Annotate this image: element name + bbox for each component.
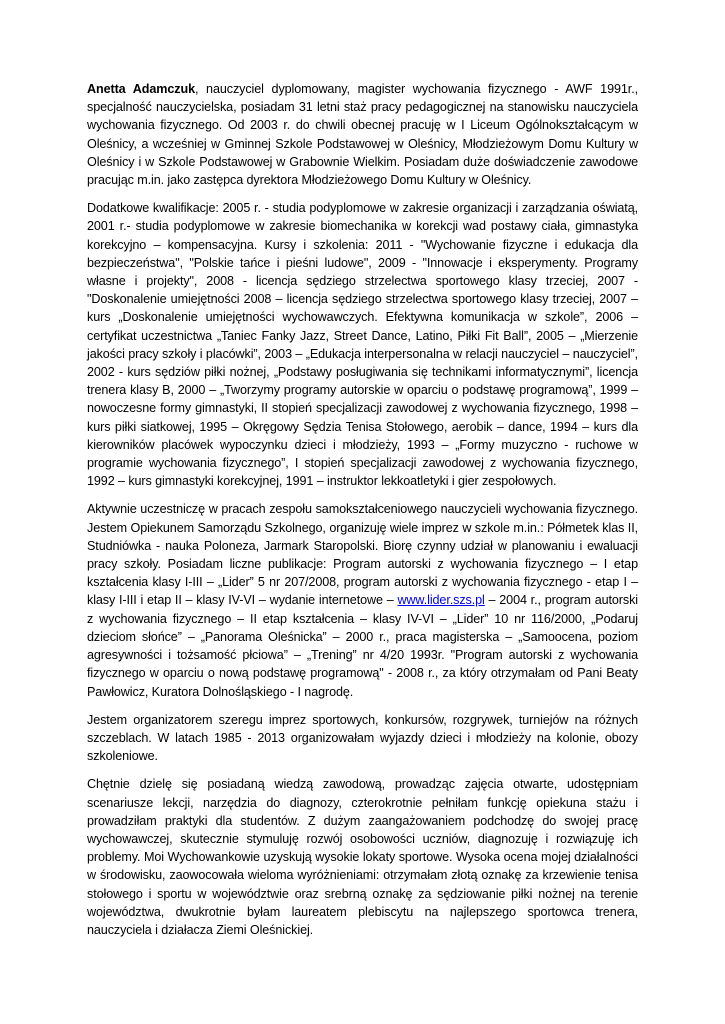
paragraph-intro [87, 80, 638, 189]
document-page [87, 80, 638, 949]
activities-text-before: Aktywnie uczestniczę w pracach zespołu samokształceniowego nauczycieli wychowania fizycznego. Jestem Opiekunem Samorządu Szkolnego, organizuję wiele imprez w szkole m.in.: Półmetek klas II, Studniówka - nauka Poloneza, Jarmark Staropolski. Biorę czynny udział w planowaniu i ewaluacji pracy szkoły. Posiadam liczne publikacje: Program autorski z wychowania fizycznego – I etap kształcenia klasy I-III – „Lider” 5 nr 207/2008, program autorski z wychowania fizycznego - etap I – klasy I-III i etap II – klasy IV-VI – wydanie internetowe – [87, 502, 638, 608]
paragraph-activities [87, 500, 638, 700]
author-name: Anetta Adamczuk [87, 82, 195, 96]
paragraph-organizer: Jestem organizatorem szeregu imprez sportowych, konkursów, rozgrywek, turniejów na różnych szczeblach. W latach 1985 - 2013 organizowałam wyjazdy dzieci i młodzieży na kolonie, obozy szkoleniowe. [87, 712, 638, 764]
paragraph-qualifications: Dodatkowe kwalifikacje: 2005 r. - studia podyplomowe w zakresie organizacji i zarządzania oświatą, 2001 r.- studia podyplomowe w zakresie biomechanika w korekcji wad postawy ciała, gimnastyka korekcyjno – kompensacyjna. Kursy i szkolenia: 2011 - "Wychowanie fizyczne i edukacja dla bezpieczeństwa", "Polskie tańce i pieśni ludowe", 2009 - "Innowacje i eksperymenty. Programy własne i projekty", 2008 - licencja sędziego strzelectwa sportowego klasy trzeciej, 2007 - "Doskonalenie umiejętności 2008 – licencja sędziego strzelectwa sportowego klasy trzeciej, 2007 – kurs „Doskonalenie umiejętności wychowawczych. Efektywna komunikacja w szkole”, 2006 – certyfikat uczestnictwa „Taniec Fanky Jazz, Street Dance, Latino, Piłki Fit Ball”, 2005 – „Mierzenie jakości pracy szkoły i placówki”, 2003 – „Edukacja interpersonalna w relacji nauczyciel – nauczyciel”, 2002 - kurs sędziów piłki nożnej, „Podstawy posługiwania się technikami informatycznymi”, licencja trenera klasy B, 2000 – „Tworzymy programy autorskie w oparciu o podstawę programową”, 1999 – nowoczesne formy gimnastyki, II stopień specjalizacji zawodowej z wychowania fizycznego, 1998 – kurs piłki siatkowej, 1995 – Okręgowy Sędzia Tenisa Stołowego, aerobik – dance, 1994 – kurs dla kierowników placówek wypoczynku dzieci i młodzieży, 1993 – „Formy muzyczno - ruchowe w programie wychowania fizycznego”, I stopień specjalizacji zawodowej z wychowania fizycznego, 1992 – kurs gimnastyki korekcyjnej, 1991 – instruktor lekkoatletyki i gier zespołowych. [87, 201, 638, 489]
activities-text-after: – 2004 r., program autorski z wychowania fizycznego – II etap kształcenia – klasy IV-VI – „Lider” 10 nr 116/2000, „Podaruj dzieciom słońce” – „Panorama Oleśnicka” – 2000 r., praca magisterska – „Samoocena, poziom agresywności i tożsamość płciowa” – „Trening” nr 4/20 1993r. "Program autorski z wychowania fizycznego w oparciu o nową podstawę programową" - 2008 r., za który otrzymałam od Pani Beaty Pawłowicz, Kuratora Dolnośląskiego - I nagrodę. [87, 593, 638, 699]
lider-website-link[interactable]: www.lider.szs.pl [397, 593, 485, 608]
paragraph-achievements: Chętnie dzielę się posiadaną wiedzą zawodową, prowadząc zajęcia otwarte, udostępniam scenariusze lekcji, narzędzia do diagnozy, czterokrotnie pełniłam funkcję opiekuna stażu i prowadziłam praktyki dla studentów. Z dużym zaangażowaniem podchodzę do swojej pracę wychowawczej, skutecznie stymuluję rozwój osobowości uczniów, diagnozuję i rozwiązuję ich problemy. Moi Wychowankowie uzyskują wysokie lokaty sportowe. Wysoka ocena mojej działalności w środowisku, zaowocowała wieloma wyróżnieniami: otrzymałam złotą oznakę za krzewienie tenisa stołowego i sportu w województwie oraz srebrną oznakę za sędziowanie piłki nożnej na terenie województwa, dwukrotnie byłam laureatem plebiscytu na najlepszego sportowca trenera, nauczyciela i działacza Ziemi Oleśnickiej. [87, 777, 638, 937]
intro-text: , nauczyciel dyplomowany, magister wychowania fizycznego - AWF 1991r., specjalność nauczycielska, posiadam 31 letni staż pracy pedagogicznej na stanowisku nauczyciela wychowania fizycznego. Od 2003 r. do chwili obecnej pracuję w I Liceum Ogólnokształcącym w Oleśnicy, a wcześniej w Gminnej Szkole Podstawowej w Oleśnicy, Młodzieżowym Domu Kultury w Oleśnicy i w Szkole Podstawowej w Grabownie Wielkim. Posiadam duże doświadczenie zawodowe pracując m.in. jako zastępca dyrektora Młodzieżowego Domu Kultury w Oleśnicy. [87, 82, 638, 188]
